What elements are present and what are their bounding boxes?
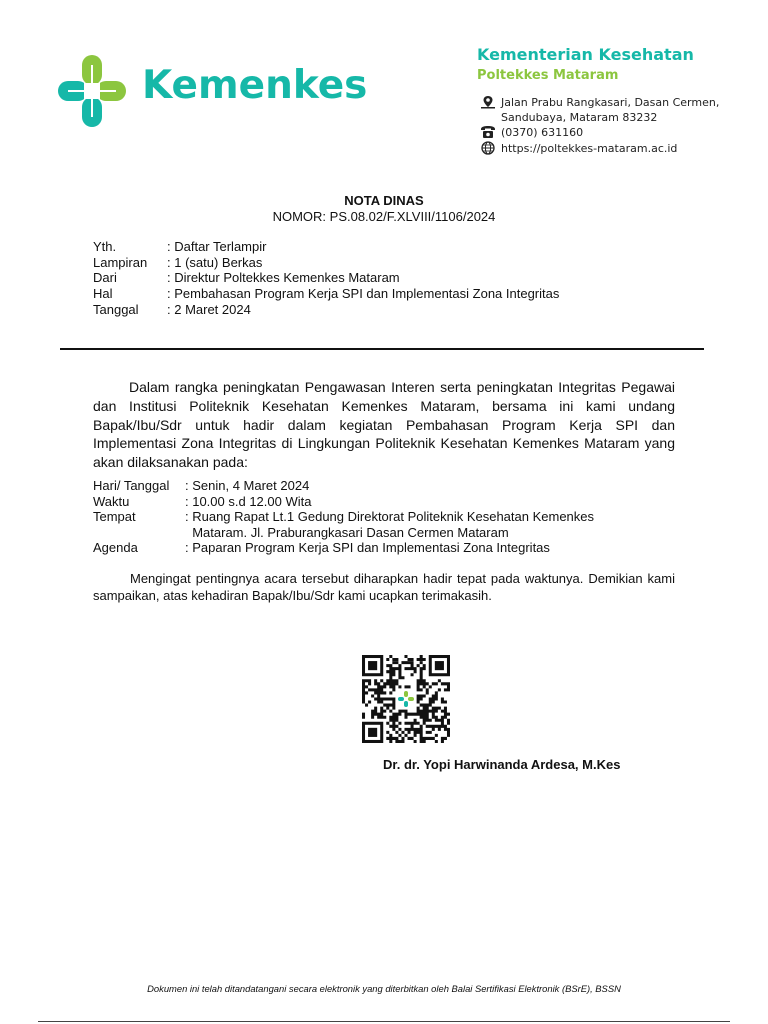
address-line-2: Sandubaya, Mataram 83232 <box>501 111 658 124</box>
footer-line <box>38 1021 730 1022</box>
event-detail-value: Mataram. Jl. Praburangkasari Dasan Cermen Mataram <box>185 524 509 540</box>
ministry-name: Kementerian Kesehatan <box>477 45 694 64</box>
signer-name: Dr. dr. Yopi Harwinanda Ardesa, M.Kes <box>383 757 621 772</box>
memo-field-label: Dari <box>93 270 117 286</box>
memo-field-value: : 2 Maret 2024 <box>167 301 251 317</box>
memo-field-label: Yth. <box>93 239 117 254</box>
closing-paragraph: Mengingat pentingnya acara tersebut diharapkan hadir tepat pada waktunya. Demikian kami sampaikan, atas kehadiran Bapak/Ibu/Sdr kami ucapkan terimakasih. <box>93 571 675 603</box>
signature-qr-code-icon <box>360 655 452 743</box>
document-number: NOMOR: PS.08.02/F.XLVIII/1106/2024 <box>272 209 496 224</box>
website-row <box>480 141 740 156</box>
body-paragraph: Dalam rangka peningkatan Pengawasan Interen serta peningkatan Integritas Pegawai dan Institusi Politeknik Kesehatan Kemenkes Mataram, bersama ini kami undang Bapak/Ibu/Sdr untuk hadir dalam kegiatan Pembahasan Program Kerja SPI dan Implementasi Zona Integritas di Lingkungan Politeknik Kesehatan Kemenkes Mataram yang akan dilaksanakan pada: <box>93 379 675 471</box>
event-detail-row <box>93 494 653 510</box>
memo-field-label: Lampiran <box>93 254 148 270</box>
memo-field-row <box>93 255 653 271</box>
memo-field-row <box>93 286 653 302</box>
event-detail-row <box>93 525 653 541</box>
event-detail-value: : Ruang Rapat Lt.1 Gedung Direktorat Politeknik Kesehatan Kemenkes <box>185 509 595 525</box>
event-details <box>93 478 653 558</box>
address-block <box>480 95 740 127</box>
phone-number: (0370) 631160 <box>501 126 584 139</box>
globe-icon <box>480 141 496 155</box>
memo-field-value: : 1 (satu) Berkas <box>167 254 263 270</box>
event-detail-row <box>93 540 653 556</box>
memo-field-row <box>93 270 653 286</box>
kemenkes-logo-icon <box>58 55 126 127</box>
memo-field-label: Hal <box>93 286 113 302</box>
logo-wordmark: Kemenkes <box>142 63 368 108</box>
event-detail-label: Tempat <box>93 509 136 525</box>
event-detail-label: Waktu <box>93 493 130 509</box>
memo-field-row <box>93 239 653 255</box>
event-detail-value: : Senin, 4 Maret 2024 <box>185 478 310 493</box>
location-pin-icon <box>480 95 496 109</box>
document-title: NOTA DINAS <box>344 193 424 208</box>
event-detail-value: : 10.00 s.d 12.00 Wita <box>185 493 312 509</box>
memo-field-value: : Direktur Poltekkes Kemenkes Mataram <box>167 270 400 286</box>
memo-field-row <box>93 302 653 318</box>
memo-field-label: Tanggal <box>93 301 139 317</box>
event-detail-row <box>93 509 653 525</box>
memo-fields <box>93 239 653 319</box>
address-line-1: Jalan Prabu Rangkasari, Dasan Cermen, <box>501 96 720 109</box>
header-divider <box>60 348 704 350</box>
event-detail-row <box>93 478 653 494</box>
event-detail-label: Agenda <box>93 540 138 556</box>
event-detail-label: Hari/ Tanggal <box>93 478 170 493</box>
telephone-icon <box>480 125 496 139</box>
phone-row <box>480 125 740 140</box>
memo-field-value: : Pembahasan Program Kerja SPI dan Implementasi Zona Integritas <box>167 286 560 302</box>
footer-note: Dokumen ini telah ditandatangani secara elektronik yang diterbitkan oleh Balai Sertifikasi Elektronik (BSrE), BSSN <box>147 983 621 994</box>
memo-field-value: : Daftar Terlampir <box>167 239 267 254</box>
unit-name: Poltekkes Mataram <box>477 68 619 83</box>
website-link[interactable]: https://poltekkes-mataram.ac.id <box>501 142 678 155</box>
event-detail-value: : Paparan Program Kerja SPI dan Implementasi Zona Integritas <box>185 540 550 556</box>
